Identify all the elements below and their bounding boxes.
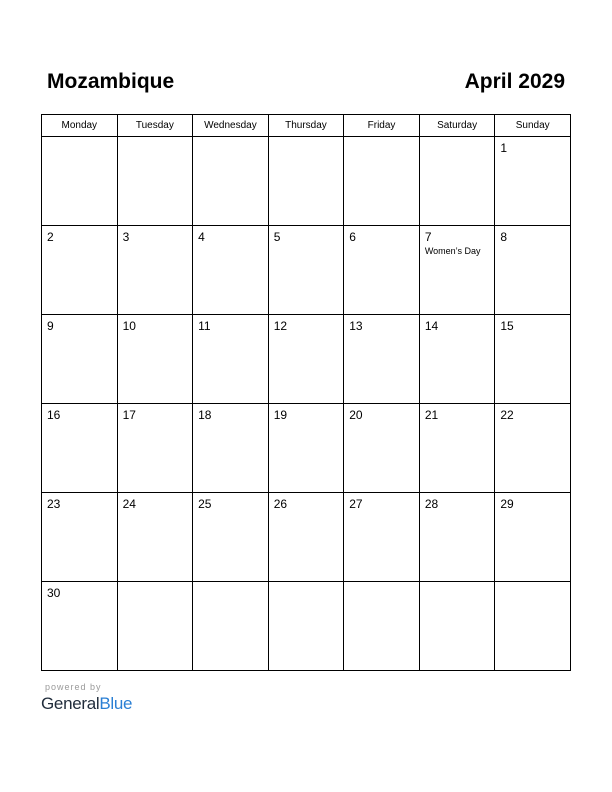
day-number: 19 [273,408,288,422]
calendar-header [41,70,571,100]
day-cell [419,315,495,404]
day-number: 28 [424,497,439,511]
day-cell [42,226,118,315]
brand-logo[interactable] [41,694,132,714]
day-cell [117,493,193,582]
month-year-title: April 2029 [464,70,565,93]
day-cell [268,226,344,315]
day-cell [42,137,118,226]
day-cell [193,137,269,226]
day-number [420,582,495,586]
day-number: 29 [500,497,514,511]
day-number: 9 [47,319,54,333]
day-number [495,582,570,586]
brand-blue: Blue [99,694,133,713]
day-number [344,137,419,141]
day-cell [268,582,344,671]
day-number [118,582,193,586]
day-cell [344,582,420,671]
day-cell [42,315,118,404]
day-cell [42,404,118,493]
day-cell [42,493,118,582]
day-cell [419,137,495,226]
day-number [269,582,344,586]
day-number [420,137,495,141]
day-cell [268,137,344,226]
week-row [42,226,571,315]
week-row [42,582,571,671]
holiday-label: Women’s Day [424,246,481,256]
day-cell [344,226,420,315]
weekday-header-row [42,115,571,137]
day-cell [117,137,193,226]
day-number: 3 [122,230,130,244]
day-number: 22 [500,408,514,422]
day-number: 7 [424,230,432,244]
weekday-header: Monday [42,115,118,137]
day-number: 13 [349,319,363,333]
week-row [42,315,571,404]
day-cell [419,582,495,671]
day-cell [42,582,118,671]
day-cell [193,582,269,671]
day-cell [344,137,420,226]
day-cell [495,315,571,404]
calendar-grid [41,114,571,671]
weekday-header: Friday [344,115,420,137]
day-number [269,137,344,141]
day-cell [193,315,269,404]
day-number: 4 [198,230,205,244]
weekday-header: Sunday [495,115,571,137]
day-number [118,137,193,141]
day-number: 25 [198,497,212,511]
week-row [42,493,571,582]
day-cell [344,493,420,582]
week-row [42,137,571,226]
day-number: 5 [273,230,281,244]
day-number [193,137,268,141]
day-number: 16 [47,408,61,422]
day-cell [193,404,269,493]
day-cell [495,226,571,315]
day-cell [193,226,269,315]
day-cell [117,404,193,493]
day-cell [117,582,193,671]
day-number: 24 [122,497,136,511]
weekday-header: Tuesday [117,115,193,137]
day-number: 10 [122,319,136,333]
weekday-header: Thursday [268,115,344,137]
day-cell [268,404,344,493]
day-number: 11 [198,319,211,333]
weekday-header: Wednesday [193,115,269,137]
day-number: 26 [273,497,288,511]
day-cell [193,493,269,582]
day-number [193,582,268,586]
day-number: 1 [500,141,508,155]
day-number [344,582,419,586]
day-number: 14 [424,319,439,333]
day-cell [344,404,420,493]
day-number: 21 [424,408,439,422]
day-number: 27 [349,497,363,511]
day-cell [419,404,495,493]
day-cell [495,404,571,493]
day-cell [495,582,571,671]
day-number: 12 [273,319,288,333]
week-row [42,404,571,493]
powered-by-text: powered by [45,682,102,692]
day-number: 18 [198,408,212,422]
day-cell [117,315,193,404]
day-number: 17 [122,408,136,422]
day-number: 2 [47,230,54,244]
day-cell [419,493,495,582]
day-number: 15 [500,319,514,333]
day-number: 23 [47,497,61,511]
day-cell [268,315,344,404]
day-cell [419,226,495,315]
day-number: 30 [47,586,61,600]
country-title: Mozambique [47,70,175,93]
brand-general: General [41,694,100,713]
day-cell [268,493,344,582]
footer-branding [41,682,132,714]
day-number: 8 [500,230,508,244]
day-cell [117,226,193,315]
day-number: 20 [349,408,363,422]
day-number: 6 [349,230,356,244]
day-cell [495,493,571,582]
weekday-header: Saturday [419,115,495,137]
day-cell [344,315,420,404]
day-number [42,137,117,141]
day-cell [495,137,571,226]
